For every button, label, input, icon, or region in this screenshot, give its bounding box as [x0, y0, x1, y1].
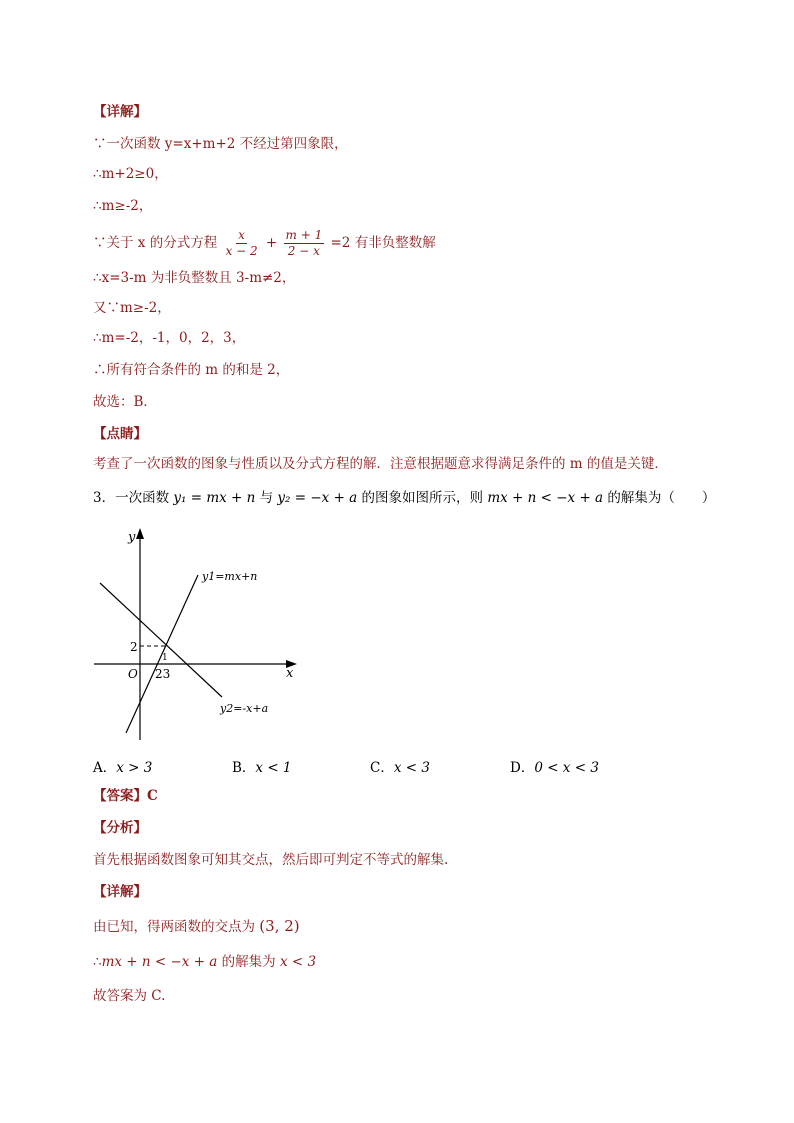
y-axis-arrow [136, 528, 144, 539]
detail2-line-2-mid: 的解集为 [221, 954, 276, 970]
detail2-line-1-pre: 由已知，得两函数的交点为 [93, 919, 255, 935]
answer-heading: 【答案】 [93, 788, 147, 804]
detail-line-4 [93, 226, 436, 260]
detail-line-3: ∴m≥-2， [93, 198, 153, 214]
detail-heading: 【详解】 [93, 104, 147, 120]
function-graph [90, 525, 305, 745]
option-b[interactable] [232, 756, 292, 776]
fraction-1-denominator: x − 2 [225, 244, 258, 258]
option-c-letter: C． [370, 760, 394, 776]
line-y1-label: y1=mx+n [202, 570, 258, 583]
intersection-point: (3, 2) [259, 917, 300, 935]
option-b-text: x < 1 [255, 760, 292, 776]
intersection-label: 1 [162, 653, 168, 663]
detail2-line-2 [93, 952, 316, 972]
answer-value: C [147, 788, 158, 804]
y-axis-label: y [128, 530, 136, 545]
fraction-2-denominator: 2 − x [287, 244, 320, 258]
option-b-letter: B． [232, 760, 256, 776]
option-a-letter: A． [93, 760, 117, 776]
detail-line-5: ∴x=3-m 为非负整数且 3-m≠2， [93, 270, 296, 286]
question-3-stem [93, 488, 715, 508]
detail-line-1: ∵一次函数 y=x+m+2 不经过第四象限， [93, 136, 348, 152]
stem-mid-2: 的图象如图所示，则 [361, 490, 484, 506]
detail-line-4-post: =2 有非负整数解 [330, 235, 436, 251]
option-d-text: 0 < x < 3 [534, 760, 599, 776]
inequality-expression: mx + n < −x + a [487, 490, 604, 506]
detail-line-6: 又∵m≥-2， [93, 300, 171, 316]
option-c-text: x < 3 [393, 760, 430, 776]
option-d[interactable] [510, 756, 599, 776]
option-a-text: x > 3 [116, 760, 153, 776]
detail-line-9: 故选：B． [93, 394, 157, 410]
comment-text: 考查了一次函数的图象与性质以及分式方程的解．注意根据题意求得满足条件的 m 的值是关键． [93, 456, 668, 472]
stem-prefix: 3．一次函数 [93, 490, 170, 506]
stem-suffix: 的解集为（ ） [607, 490, 716, 506]
line-y2-label: y2=-x+a [220, 702, 269, 715]
detail2-solution: x < 3 [279, 954, 317, 970]
detail-line-8: ∴所有符合条件的 m 的和是 2， [93, 362, 290, 378]
plus-sign: + [265, 235, 278, 251]
analysis-heading: 【分析】 [93, 820, 147, 836]
detail-heading-2: 【详解】 [93, 884, 147, 900]
analysis-text: 首先根据函数图象可知其交点，然后即可判定不等式的解集. [93, 852, 449, 868]
detail-line-4-pre: ∵关于 x 的分式方程 [93, 235, 218, 251]
fraction-1 [224, 228, 260, 259]
fraction-2 [284, 228, 325, 259]
y-tick-2: 2 [130, 640, 138, 654]
line-y1 [126, 575, 198, 733]
detail-line-7: ∴m=-2，-1，0，2，3， [93, 330, 246, 346]
fraction-2-numerator: m + 1 [285, 228, 323, 242]
option-c[interactable] [370, 756, 430, 776]
x-ticks-2-3: 23 [155, 667, 171, 681]
detail2-line-1 [93, 916, 300, 937]
detail-line-2: ∴m+2≥0， [93, 166, 168, 182]
answer-line [93, 786, 158, 806]
y1-expression: y₁ = mx + n [173, 490, 256, 506]
stem-mid: 与 [259, 490, 274, 506]
y2-expression: y₂ = −x + a [277, 490, 358, 506]
fraction-1-numerator: x [238, 228, 245, 242]
detail2-inequality: mx + n < −x + a [101, 954, 218, 970]
x-axis-label: x [286, 666, 294, 681]
option-d-letter: D． [510, 760, 535, 776]
option-a[interactable] [93, 756, 152, 776]
detail2-line-3: 故答案为 C. [93, 988, 166, 1004]
origin-label: O [128, 667, 138, 681]
comment-heading: 【点睛】 [93, 426, 147, 442]
therefore-sign: ∴ [93, 954, 102, 970]
